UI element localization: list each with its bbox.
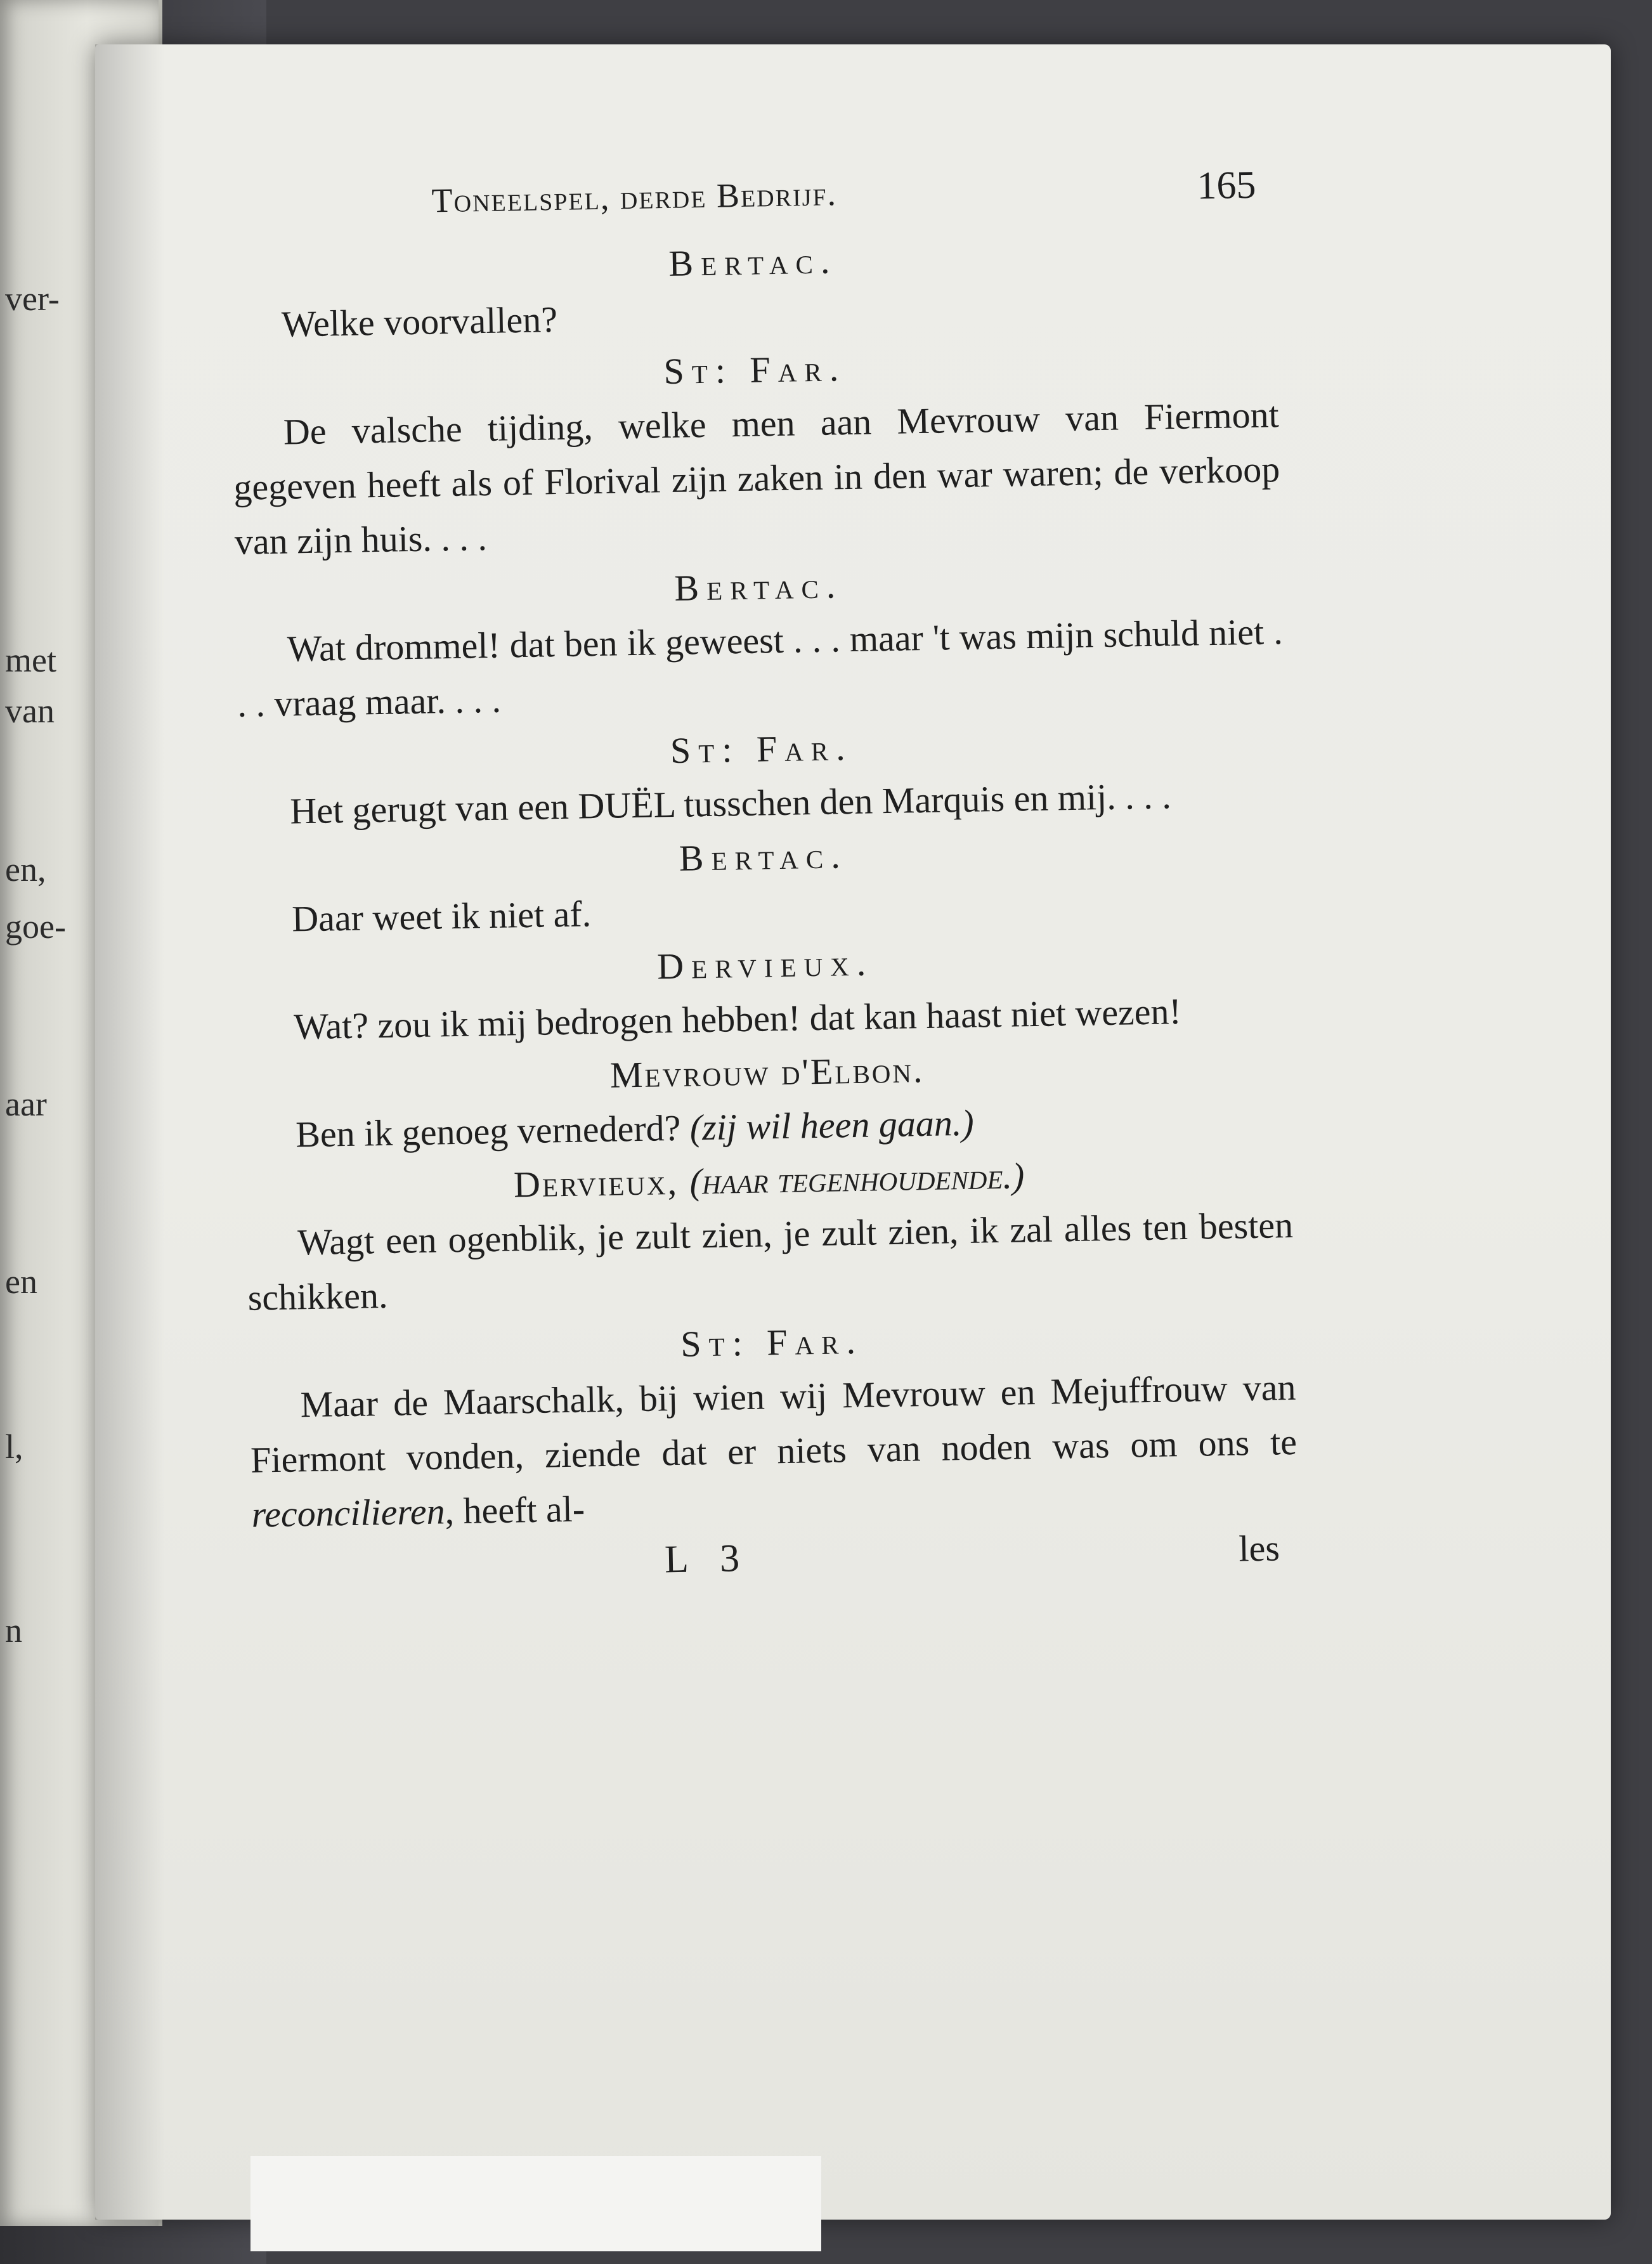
speech-text: De valsche tijding, welke men aan Mevrouw van Fiermont gegeven heeft als of Florival zijn zaken in den war waren; de verkoop van zijn huis. . . . — [233, 394, 1280, 563]
speaker-name: Bertac. — [668, 240, 838, 284]
signature-mark: L 3 — [664, 1536, 751, 1582]
stage-direction: (haar tegenhoudende.) — [689, 1155, 1025, 1202]
speech-text: Daar weet ik niet af. — [291, 893, 592, 940]
left-page-fragment: en — [5, 1263, 37, 1301]
speaker-name: St: Far. — [680, 1320, 864, 1365]
speaker-name: Dervieux. — [656, 942, 874, 987]
stage-direction: (zij wil heen gaan.) — [689, 1102, 975, 1148]
speech-words: Maar de Maarschalk, bij wien wij Mevrouw en Mejuffrouw van Fiermont vonden, ziende dat er niets van noden was om ons te — [250, 1366, 1298, 1481]
left-page-fragment: n — [5, 1611, 22, 1649]
speech-text: Wat drommel! dat ben ik geweest . . . maar 't was mijn schuld niet . . . vraag maar. . . . — [237, 611, 1284, 725]
speaker-name: St: Far. — [670, 726, 854, 771]
speech-text: Wagt een ogenblik, je zult zien, je zult zien, ik zal alles ten besten schikken. — [247, 1204, 1294, 1318]
page-header — [431, 163, 1256, 223]
left-page-fragment: met — [5, 641, 56, 679]
book-page — [95, 44, 1611, 2220]
redaction-box — [250, 2156, 821, 2251]
left-page-fragment: van — [5, 692, 55, 730]
speech-words: Ben ik genoeg vernederd? — [295, 1107, 681, 1155]
speaker-name-text: Dervieux, — [513, 1161, 679, 1206]
speech-text: Het gerugt van een DUËL tusschen den Marquis en mij. . . . — [289, 775, 1172, 832]
speech-words: , heeft al- — [445, 1488, 585, 1532]
gutter-shadow — [95, 44, 165, 2220]
left-page-fragment: ver- — [5, 280, 60, 318]
italic-word: reconcilieren — [251, 1490, 446, 1535]
dialogue — [230, 226, 1298, 1542]
page-text — [228, 162, 1299, 1589]
speech-text: Wat? zou ik mij bedrogen hebben! dat kan haast niet wezen! — [293, 990, 1182, 1048]
speaker-name: Bertac. — [673, 564, 843, 609]
speech-text — [249, 1360, 1298, 1542]
speech-text: Welke voorvallen? — [281, 298, 558, 345]
speaker-name: Bertac. — [679, 835, 849, 879]
page-number: 165 — [1196, 163, 1256, 208]
speaker-name: St: Far. — [663, 348, 847, 393]
left-page-fragment: aar — [5, 1085, 47, 1123]
left-page-fragment: en, — [5, 850, 46, 888]
speaker-name: Mevrouw d'Elbon. — [609, 1049, 925, 1096]
left-page-fragment: goe- — [5, 908, 66, 946]
page-footer — [664, 1526, 1280, 1582]
running-head: Toneelspel, derde Bedrijf. — [431, 174, 838, 220]
catchword: les — [1238, 1527, 1280, 1570]
left-page-fragment: l, — [5, 1428, 23, 1466]
